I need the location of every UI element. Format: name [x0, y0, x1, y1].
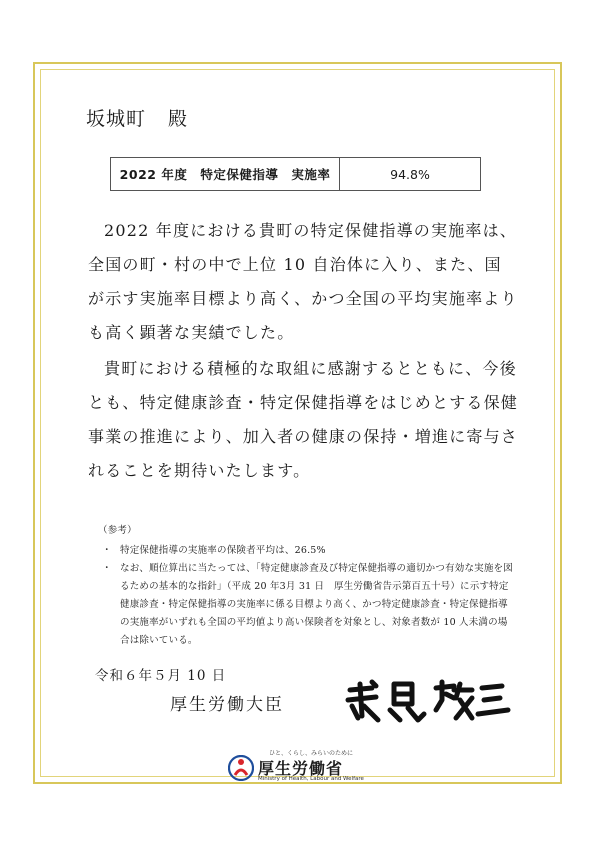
message-body — [88, 214, 518, 488]
ministry-logo — [228, 748, 368, 784]
issue-date: 令和６年５月 10 日 — [95, 668, 227, 684]
reference-notes — [98, 522, 516, 650]
recipient-honorific: 殿 — [168, 108, 189, 130]
result-value: 94.8% — [390, 166, 430, 182]
recipient-name: 坂城町 — [86, 108, 147, 130]
notes-heading: （参考） — [98, 525, 137, 536]
minister-title: 厚生労働大臣 — [170, 695, 284, 715]
note-item: ・ なお、順位算出に当たっては、「特定健康診査及び特定保健指導の適切かつ有効な実施を図るための基本的な指針」（平成 20 年3月 31 日 厚生労働省告示第百五十号）に示す特定健康診査・特定保健指導の実施率に係る目標より高く、かつ特定健康診査・特定保健指導の実施率がいずれも全国の平均値より高い保険者を対象とし、対象者数が 10 人未満の場合は除いている。 — [98, 560, 516, 650]
logo-english-name: Ministry of Health, Labour and Welfare — [258, 776, 364, 782]
logo-name: 厚生労働省 — [258, 759, 344, 778]
ministry-logo-icon — [228, 755, 254, 781]
notes-list — [98, 542, 516, 650]
recipient — [86, 104, 188, 131]
result-label: 2022 年度 特定保健指導 実施率 — [111, 158, 340, 190]
logo-tagline: ひと、くらし、みらいのために — [269, 750, 354, 757]
note-item: ・ 特定保健指導の実施率の保険者平均は、26.5% — [98, 542, 516, 560]
message-paragraph-2: 貴町における積極的な取組に感謝するとともに、今後とも、特定健康診査・特定保健指導をはじめとする保健事業の推進により、加入者の健康の保持・増進に寄与されることを期待いたします。 — [88, 359, 519, 480]
result-table — [110, 157, 481, 191]
handwritten-signature — [342, 676, 512, 726]
message-paragraph-1: 2022 年度における貴町の特定保健指導の実施率は、全国の町・村の中で上位 10 自治体に入り、また、国が示す実施率目標より高く、かつ全国の平均実施率よりも高く顕著な実績でした。 — [88, 221, 518, 342]
